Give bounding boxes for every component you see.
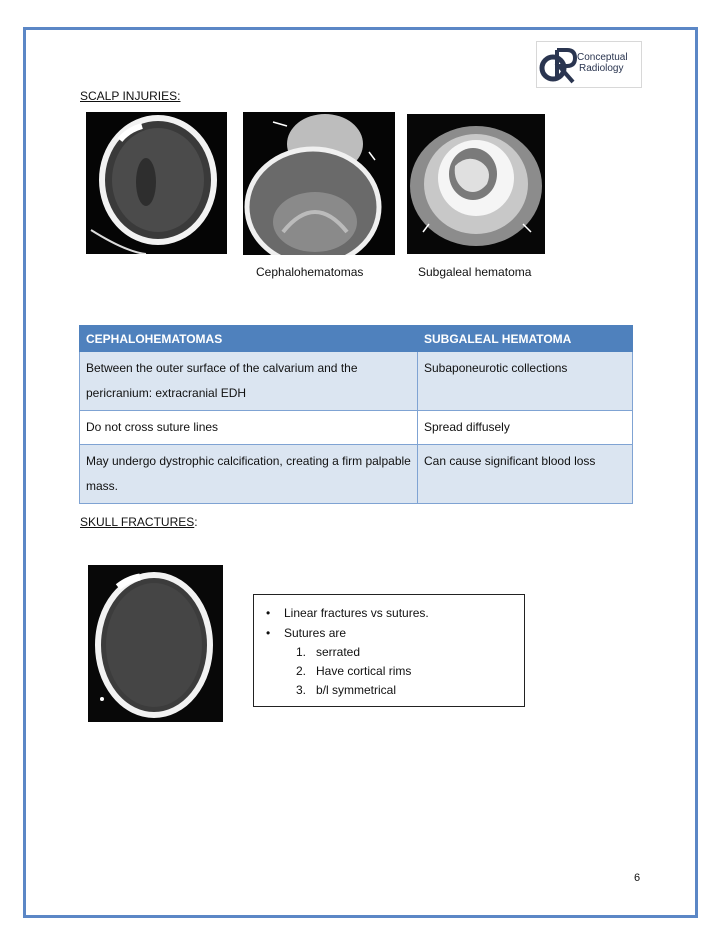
table-cell: Do not cross suture lines bbox=[80, 411, 418, 445]
caption-subgaleal-hematoma: Subgaleal hematoma bbox=[418, 265, 532, 279]
skull-fractures-heading-text: SKULL FRACTURES bbox=[80, 515, 195, 529]
table-cell: Can cause significant blood loss bbox=[418, 445, 633, 504]
logo-line2: Radiology bbox=[579, 63, 624, 74]
skull-fractures-heading bbox=[80, 515, 198, 529]
logo-line1: Conceptual bbox=[577, 52, 628, 63]
list-item: 2. Have cortical rims bbox=[296, 664, 412, 678]
table-cell: Between the outer surface of the calvarium and the pericranium: extracranial EDH bbox=[80, 352, 418, 411]
skull-fractures-colon: : bbox=[194, 515, 198, 529]
scalp-injuries-heading: SCALP INJURIES: bbox=[80, 89, 181, 103]
comparison-table bbox=[79, 325, 633, 504]
list-item: 3. b/l symmetrical bbox=[296, 683, 397, 697]
table-header-subgaleal: SUBGALEAL HEMATOMA bbox=[418, 326, 633, 352]
page-number: 6 bbox=[634, 872, 641, 884]
caption-cephalohematomas: Cephalohematomas bbox=[256, 265, 364, 279]
logo-mark-icon bbox=[537, 42, 581, 86]
list-item: 1. serrated bbox=[296, 645, 361, 659]
table-header-cephalohematomas: CEPHALOHEMATOMAS bbox=[80, 326, 418, 352]
logo bbox=[536, 41, 642, 88]
list-item: • Linear fractures vs sutures. bbox=[266, 606, 429, 620]
logo-text bbox=[577, 52, 628, 74]
list-item: • Sutures are 1. serrated 2. Have cortical rims 3. b/l symmetrical bbox=[266, 623, 524, 700]
table-cell: Spread diffusely bbox=[418, 411, 633, 445]
table-header-row bbox=[80, 326, 633, 352]
notes-box bbox=[253, 594, 525, 707]
ct-image-cephalohematoma bbox=[243, 112, 395, 255]
table-row bbox=[80, 411, 633, 445]
table-cell: Subaponeurotic collections bbox=[418, 352, 633, 411]
table-row bbox=[80, 445, 633, 504]
ct-image-skull-fracture bbox=[88, 565, 223, 722]
table-cell: May undergo dystrophic calcification, creating a firm palpable mass. bbox=[80, 445, 418, 504]
ct-image-subgaleal-hematoma bbox=[407, 114, 545, 254]
table-row bbox=[80, 352, 633, 411]
ct-image-scalp-1 bbox=[86, 112, 227, 254]
